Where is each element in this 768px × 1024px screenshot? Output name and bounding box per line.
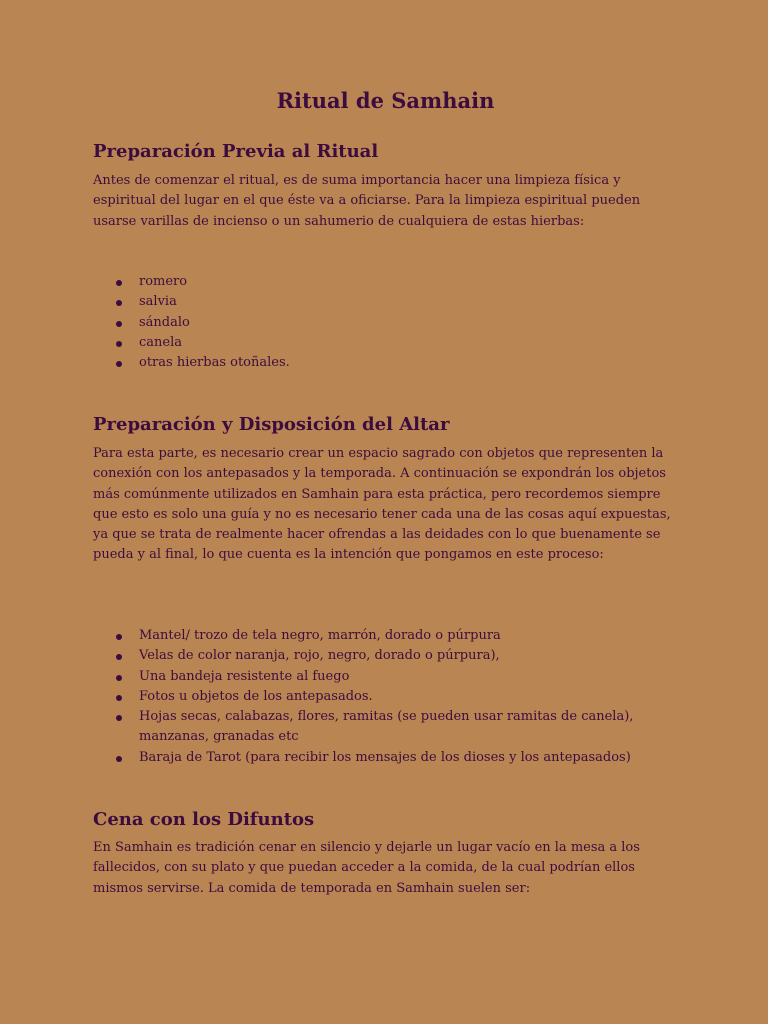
list-item xyxy=(93,272,678,292)
list-item xyxy=(93,646,678,666)
list-item-text: canela xyxy=(139,334,183,350)
page-title: Ritual de Samhain xyxy=(276,88,495,113)
list-item xyxy=(93,333,678,353)
list-item xyxy=(93,687,678,707)
bullet-icon xyxy=(116,634,122,640)
bullet-icon xyxy=(116,341,122,347)
list-item-text: Una bandeja resistente al fuego xyxy=(139,668,350,684)
list-item-text: Velas de color naranja, rojo, negro, dorado o púrpura), xyxy=(139,648,500,664)
list-item xyxy=(93,748,678,768)
bullet-icon xyxy=(116,300,122,306)
list-item xyxy=(93,353,678,373)
list-item-text: salvia xyxy=(139,294,177,310)
bullet-icon xyxy=(116,280,122,286)
list-item xyxy=(93,292,678,312)
list-item-text: sándalo xyxy=(139,314,190,330)
list-item-text: romero xyxy=(139,274,188,289)
section-paragraph-cena-difuntos: En Samhain es tradición cenar en silencio y dejarle un lugar vacío en la mesa a los fallecidos, con su plato y que puedan acceder a la comida, de la cual podrían ellos mismos servirse. La comida de temporada en Samhain suelen ser: xyxy=(93,840,640,896)
list-item xyxy=(93,626,678,646)
list-item-text: otras hierbas otoñales. xyxy=(139,355,290,371)
list-item-text: Baraja de Tarot (para recibir los mensajes de los dioses y los antepasados) xyxy=(139,749,631,765)
section-heading-cena-difuntos: Cena con los Difuntos xyxy=(93,809,315,830)
bullet-icon xyxy=(116,715,122,721)
section-paragraph-preparacion-previa: Antes de comenzar el ritual, es de suma importancia hacer una limpieza física y espiritual del lugar en el que éste va a oficiarse. Para la limpieza espiritual pueden usarse varillas de incienso o un sahumerio de cualquiera de estas hierbas: xyxy=(93,173,641,229)
list-item-text: Fotos u objetos de los antepasados. xyxy=(139,688,373,704)
section-heading-disposicion-altar: Preparación y Disposición del Altar xyxy=(93,414,450,435)
altar-items-list xyxy=(93,626,678,768)
section-paragraph-disposicion-altar: Para esta parte, es necesario crear un espacio sagrado con objetos que representen la conexión con los antepasados y la temporada. A continuación se expondrán los objetos más comúnmente utilizados en Samhain para esta práctica, pero recordemos siempre que esto es solo una guía y no es necesario tener cada una de las cosas aquí expuestas, ya que se trata de realmente hacer ofrendas a las deidades con lo que buenamente se pueda y al final, lo que cuenta es la intención que pongamos en este proceso: xyxy=(93,446,671,563)
bullet-icon xyxy=(116,321,122,327)
bullet-icon xyxy=(116,695,122,701)
bullet-icon xyxy=(116,361,122,367)
bullet-icon xyxy=(116,756,122,762)
bullet-icon xyxy=(116,675,122,681)
list-item xyxy=(93,707,678,748)
list-item-text: Hojas secas, calabazas, flores, ramitas (se pueden usar ramitas de canela), manzanas, granadas etc xyxy=(139,709,634,745)
herbs-list xyxy=(93,272,678,373)
list-item xyxy=(93,313,678,333)
list-item-text: Mantel/ trozo de tela negro, marrón, dorado o púrpura xyxy=(139,628,501,643)
bullet-icon xyxy=(116,654,122,660)
list-item xyxy=(93,667,678,687)
section-heading-preparacion-previa: Preparación Previa al Ritual xyxy=(93,141,379,162)
